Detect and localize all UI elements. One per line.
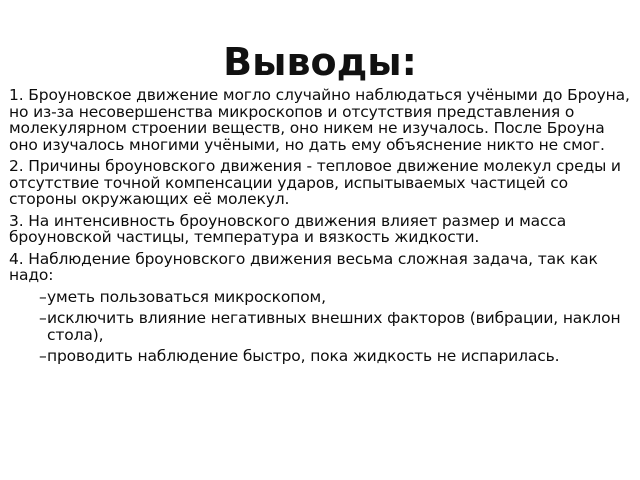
list-item-text: проводить наблюдение быстро, пока жидкость не испарилась. (47, 347, 560, 365)
conclusion-4: 4. Наблюдение броуновского движения весьма сложная задача, так как надо: (9, 249, 598, 284)
dash-bullet: – (39, 309, 47, 327)
list-item (39, 289, 633, 306)
dash-bullet: – (39, 347, 47, 365)
list-item (39, 348, 633, 365)
list-item-text: уметь пользоваться микроскопом, (47, 287, 326, 306)
conclusion-2: 2. Причины броуновского движения - тепловое движение молекул среды и отсутствие точной компенсации ударов, испытываемых частицей со стороны окружающих её молекул. (9, 157, 621, 208)
list-item (39, 310, 633, 343)
conclusion-3: 3. На интенсивность броуновского движения влияет размер и масса броуновской частицы, температура и вязкость жидкости. (9, 211, 567, 246)
conclusion-1: 1. Броуновское движение могло случайно наблюдаться учёными до Броуна, но из-за несовершенства микроскопов и отсутствия представления о молекулярном строении веществ, оно никем не изучалось. После Броуна оно изучалось многими учёными, но дать ему объяснение никто не смог. (9, 86, 630, 154)
dash-bullet: – (39, 287, 47, 306)
requirements-list (9, 289, 633, 365)
slide-body (9, 87, 633, 370)
list-item-text: исключить влияние негативных внешних факторов (вибрации, наклон стола), (47, 309, 621, 344)
slide-title: Выводы: (223, 40, 417, 84)
